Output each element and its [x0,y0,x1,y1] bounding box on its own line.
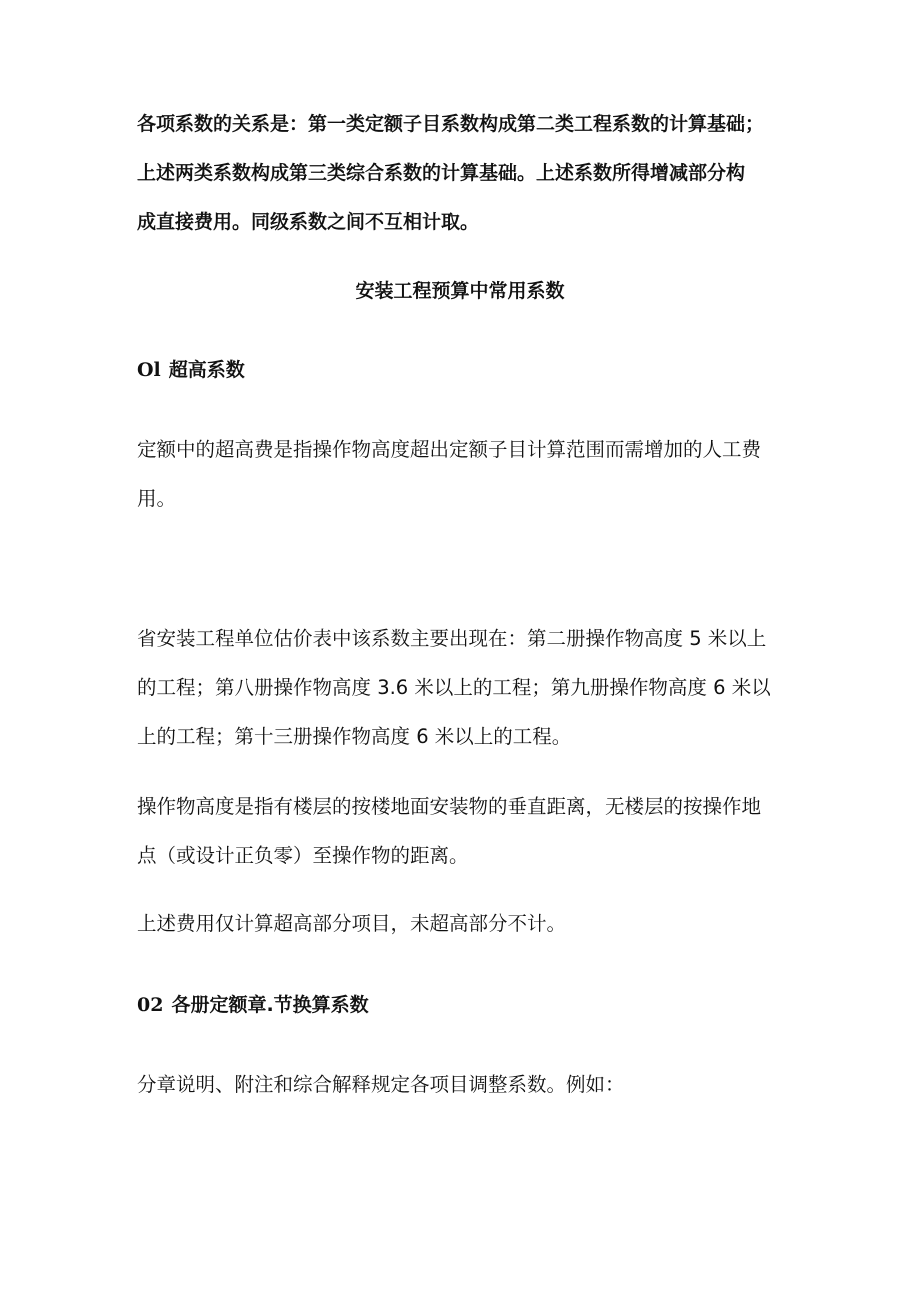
section-01-paragraph-3 [137,782,797,880]
intro-paragraph [137,100,797,247]
section-01-paragraph-1 [137,425,797,523]
section-01-number: Ol [137,359,161,381]
paragraph-line: 操作物高度是指有楼层的按楼地面安装物的垂直距离，无楼层的按操作地 [137,795,762,818]
intro-line-3: 成直接费用。同级系数之间不互相计取。 [137,211,480,233]
paragraph-line: 用。 [137,487,177,510]
section-02-heading [137,981,369,1030]
section-02-number: 02 [137,994,164,1016]
section-01-paragraph-2 [137,614,797,761]
paragraph-line: 上的工程；第十三册操作物高度 6 米以上的工程。 [137,725,572,748]
section-title: 安装工程预算中常用系数 [355,280,565,302]
section-02-paragraph-1: 分章说明、附注和综合解释规定各项目调整系数。例如： [137,1073,625,1096]
intro-line-2: 上述两类系数构成第三类综合系数的计算基础。上述系数所得增减部分构 [137,162,746,184]
intro-line-1: 各项系数的关系是：第一类定额子目系数构成第二类工程系数的计算基础； [137,113,765,135]
paragraph-line: 定额中的超高费是指操作物高度超出定额子目计算范围而需增加的人工费 [137,438,762,461]
section-01-paragraph-4: 上述费用仅计算超高部分项目，未超高部分不计。 [137,912,567,935]
paragraph-line: 省安装工程单位估价表中该系数主要出现在：第二册操作物高度 5 米以上 [137,627,767,650]
section-01-title: 超高系数 [168,359,245,381]
section-02-title: 各册定额章.节换算系数 [171,994,369,1016]
section-01-heading [137,346,245,395]
paragraph-line: 点（或设计正负零）至操作物的距离。 [137,844,469,867]
paragraph-line: 的工程；第八册操作物高度 3.6 米以上的工程；第九册操作物高度 6 米以 [137,676,771,699]
